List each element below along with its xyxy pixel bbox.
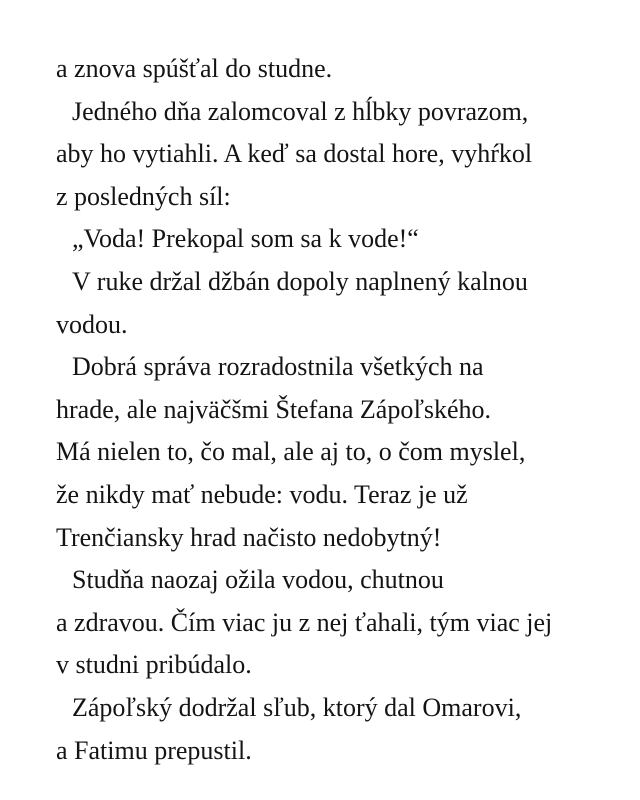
paragraph-start-line: Dobrá správa rozradostnila všetkých na <box>72 352 484 382</box>
body-text <box>56 48 616 772</box>
text-line: z posledných síl: <box>56 181 231 211</box>
text-line: a zdravou. Čím viac ju z nej ťahali, tým viac jej <box>56 607 553 637</box>
text-line: Má nielen to, čo mal, ale aj to, o čom myslel, <box>56 437 526 467</box>
paragraph-start-line: Jedného dňa zalomcoval z hĺbky povrazom, <box>72 96 529 126</box>
text-line: že nikdy mať nebude: vodu. Teraz je už <box>56 479 468 509</box>
text-line: Trenčiansky hrad načisto nedobytný! <box>56 522 442 552</box>
paragraph-start-line: „Voda! Prekopal som sa k vode!“ <box>72 224 419 254</box>
paragraph-start-line: V ruke držal džbán dopoly naplnený kalnou <box>72 266 528 296</box>
text-line: hrade, ale najväčšmi Štefana Zápoľského. <box>56 394 492 424</box>
paragraph-start-line: Studňa naozaj ožila vodou, chutnou <box>72 565 444 595</box>
text-line: v studni pribúdalo. <box>56 650 252 680</box>
text-line: a znova spúšťal do studne. <box>56 54 333 83</box>
text-line: vodou. <box>56 309 128 339</box>
paragraph-start-line: Zápoľský dodržal sľub, ktorý dal Omarovi, <box>72 692 522 722</box>
text-line: a Fatimu prepustil. <box>56 735 252 765</box>
text-line: aby ho vytiahli. A keď sa dostal hore, vyhŕkol <box>56 139 533 169</box>
